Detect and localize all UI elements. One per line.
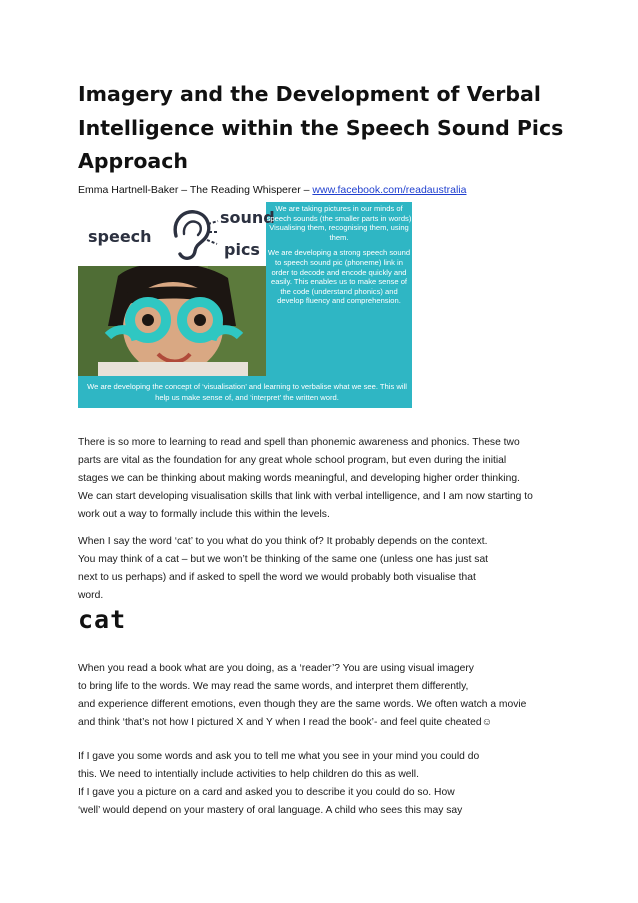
logo-word-speech: speech (88, 227, 152, 246)
logo-word-sound: sound (220, 208, 275, 227)
paragraph-describe-words (78, 748, 578, 820)
speech-sound-pics-banner (78, 202, 412, 408)
banner-text (266, 204, 412, 312)
text-line: and think ‘that’s not how I pictured X and Y when I read the book’- and feel quite cheated☺ (78, 717, 493, 728)
text-line: We can start developing visualisation skills that link with verbal intelligence, and I am now starting to (78, 491, 533, 502)
logo-word-pics: pics (224, 240, 260, 259)
byline-text: Emma Hartnell-Baker – The Reading Whisperer – (78, 184, 313, 196)
text-line: word. (78, 590, 104, 601)
paragraph-reading-imagery (78, 660, 578, 732)
banner-bottom-text: We are developing the concept of ‘visualisation’ and learning to verbalise what we see. This will help us make sense of, and ‘interpret’ the written word. (87, 382, 407, 402)
paragraph-cat-question (78, 533, 578, 605)
ear-icon (162, 206, 220, 264)
text-line: When I say the word ‘cat’ to you what do you think of? It probably depends on the context. (78, 536, 488, 547)
text-line: ‘well’ would depend on your mastery of oral language. A child who sees this may say (78, 805, 463, 816)
banner-text-block: We are taking pictures in our minds of speech sounds (the smaller parts in words) Visualising them, recognising them, using them. (266, 204, 412, 242)
facebook-link[interactable]: www.facebook.com/readaustralia (312, 184, 467, 196)
child-photo (78, 266, 266, 376)
text-line: stages we can be thinking about making words meaningful, and developing higher order thinking. (78, 473, 520, 484)
text-line: If I gave you a picture on a card and asked you to describe it you could do so. How (78, 787, 455, 798)
text-line: this. We need to intentially include activities to help children do this as well. (78, 769, 419, 780)
document-title (78, 78, 578, 179)
text-line: If I gave you some words and ask you to tell me what you see in your mind you could do (78, 751, 480, 762)
paragraph-learning-to-read (78, 434, 578, 524)
text-line: There is so more to learning to read and spell than phonemic awareness and phonics. These two (78, 437, 520, 448)
banner-text-block: We are developing a strong speech sound to speech sound pic (phoneme) link in order to decode and encode quickly and easily. This enables us to make sense of the code (understand phonics) and develop fluency and comprehension. (267, 248, 411, 306)
text-line: and experience different emotions, even though they are the same words. We often watch a movie (78, 699, 527, 710)
title-line: Approach (78, 149, 188, 173)
speech-sound-pics-logo (78, 202, 275, 266)
text-line: When you read a book what are you doing, as a ‘reader’? You are using visual imagery (78, 663, 474, 674)
text-line: next to us perhaps) and if asked to spell the word we would probably both visualise that (78, 572, 476, 583)
text-line: work out a way to formally include this within the levels. (78, 509, 330, 520)
title-line: Intelligence within the Speech Sound Pics (78, 115, 564, 140)
cat-word: cat (78, 605, 127, 634)
title-line: Imagery and the Development of Verbal (78, 82, 541, 106)
text-line: to bring life to the words. We may read the same words, and interpret them differently, (78, 681, 469, 692)
text-line: You may think of a cat – but we won’t be thinking of the same one (unless one has just sat (78, 554, 489, 565)
text-line: parts are vital as the foundation for any great whole school program, but even during the initial (78, 455, 507, 466)
byline (78, 184, 466, 196)
